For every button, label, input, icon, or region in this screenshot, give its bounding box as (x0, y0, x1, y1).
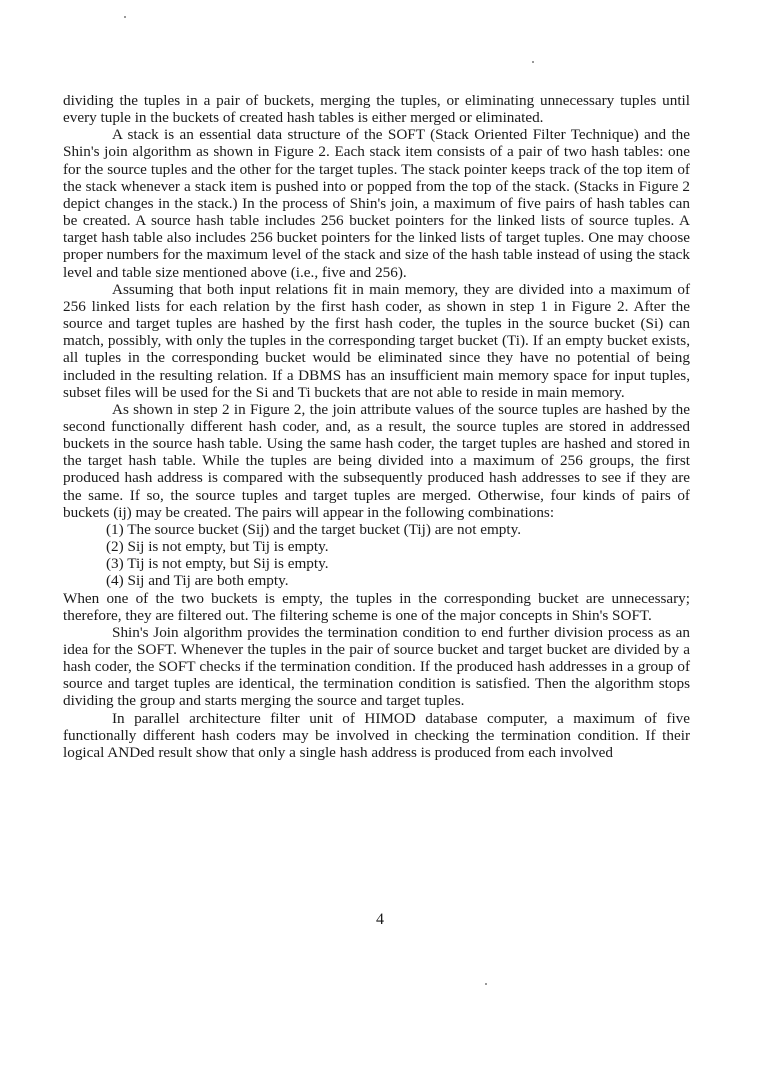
scan-speck (485, 983, 487, 985)
list-item: (3) Tij is not empty, but Sij is empty. (106, 555, 329, 573)
paragraph-stack: A stack is an essential data structure of the SOFT (Stack Oriented Filter Technique) and the Shin's join algorithm as shown in Figure 2. Each stack item consists of a pair of two hash tables: one for the source tuples and the other for the target tuples. The stack pointer keeps track of the top item of the stack whenever a stack item is pushed into or popped from the top of the stack. (Stacks in Figure 2 depict changes in the stack.) In the process of Shin's join, a maximum of five pairs of hash tables can be created. A source hash table includes 256 bucket pointers for the linked lists of source tuples. A target hash table also includes 256 bucket pointers for the linked lists of target tuples. One may choose proper numbers for the maximum level of the stack and size of the hash table instead of using the stack level and table size mentioned above (i.e., five and 256). (63, 126, 690, 281)
paragraph-main-memory: Assuming that both input relations fit in main memory, they are divided into a maximum of 256 linked lists for each relation by the first hash coder, as shown in step 1 in Figure 2. After the source and target tuples are hashed by the first hash coder, the tuples in the source bucket (Si) can match, possibly, with only the tuples in the corresponding target bucket (Ti). If an empty bucket exists, all tuples in the corresponding bucket would be eliminated since they have no potential of being included in the resulting relation. If a DBMS has an insufficient main memory space for input tuples, subset files will be used for the Si and Ti buckets that are not able to reside in main memory. (63, 280, 690, 401)
paragraph-termination: Shin's Join algorithm provides the termination condition to end further division process as an idea for the SOFT. Whenever the tuples in the pair of source bucket and target bucket are divided by a hash coder, the SOFT checks if the termination condition. If the produced hash addresses in a group of source and target tuples are identical, the termination condition is satisfied. Then the algorithm stops dividing the group and starts merging the source and target tuples. (63, 623, 690, 710)
bucket-combination-list (63, 521, 690, 590)
page-number: 4 (376, 911, 384, 928)
list-item: (2) Sij is not empty, but Tij is empty. (106, 538, 329, 556)
scan-speck (532, 61, 534, 63)
paragraph-himod: In parallel architecture filter unit of HIMOD database computer, a maximum of five functionally different hash coders may be involved in checking the termination condition. If their logical ANDed result show that only a single hash address is produced from each involved (63, 709, 690, 761)
list-item: (1) The source bucket (Sij) and the target bucket (Tij) are not empty. (106, 520, 522, 538)
scan-speck (124, 16, 126, 18)
list-item: (4) Sij and Tij are both empty. (106, 572, 289, 590)
paragraph-step-2: As shown in step 2 in Figure 2, the join attribute values of the source tuples are hashed by the second functionally different hash coder, and, as a result, the source tuples are stored in addressed buckets in the source hash table. Using the same hash coder, the target tuples are hashed and stored in the target hash table. While the tuples are being divided into a maximum of 256 groups, the first produced hash address is compared with the subsequently produced hash addresses to see if they are the same. If so, the source tuples and target tuples are merged. Otherwise, four kinds of pairs of buckets (ij) may be created. The pairs will appear in the following combinations: (63, 400, 690, 521)
paragraph-continuation: dividing the tuples in a pair of buckets, merging the tuples, or eliminating unnecessary tuples until every tuple in the buckets of created hash tables is either merged or eliminated. (63, 92, 690, 127)
paragraph-filtering: When one of the two buckets is empty, the tuples in the corresponding bucket are unnecessary; therefore, they are filtered out. The filtering scheme is one of the major concepts in Shin's SOFT. (63, 589, 690, 624)
document-page (63, 92, 690, 761)
